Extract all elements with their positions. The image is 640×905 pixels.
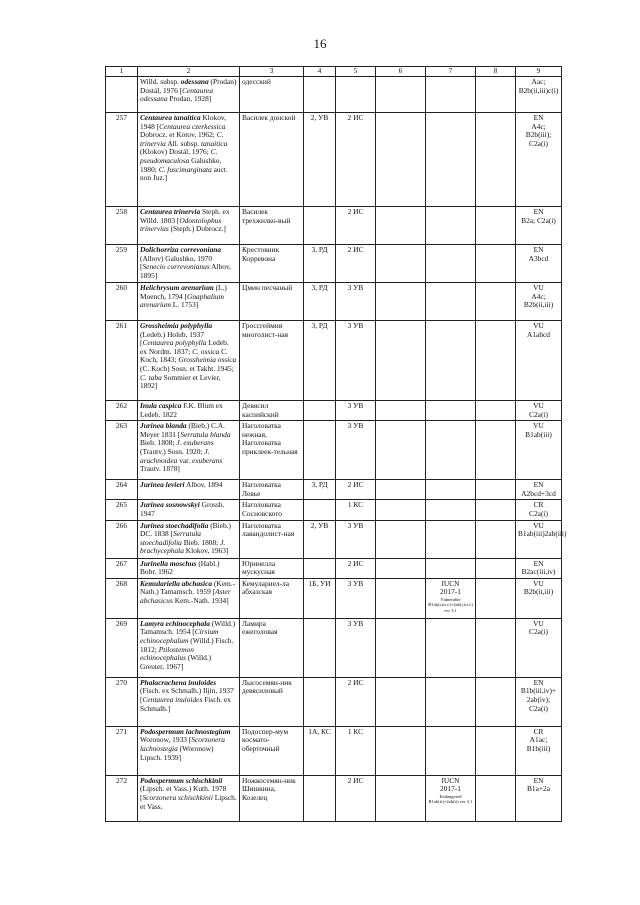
category-col5: 3 УВ: [336, 421, 376, 480]
name-text: (Ledeb.) Holub, 1937 [: [140, 329, 205, 348]
col6-cell: [376, 618, 426, 677]
criteria: VU A1abcd: [516, 321, 562, 401]
synonym-name: J. arachnoidea: [140, 446, 210, 465]
row-number: 262: [106, 401, 138, 421]
col6-cell: [376, 207, 426, 245]
criteria: CR A1ac; B1b(iii): [516, 726, 562, 775]
name-text: (Kem.-Nath.) Tamamsch. 1959 [: [140, 578, 236, 597]
taxon-name: Kemulariella abchasica: [140, 578, 213, 588]
col8-cell: [476, 113, 516, 207]
name-text: (Willd.) Greuter, 1967]: [140, 653, 212, 671]
category-col4: [304, 775, 336, 821]
name-text: (Klokov) Dostál, 1976;: [140, 147, 211, 157]
category-col5: [336, 77, 376, 113]
col8-cell: [476, 677, 516, 726]
column-number-3: 3: [240, 67, 304, 77]
col6-cell: [376, 401, 426, 421]
russian-name: Лысосемян-ник девясиловый: [240, 677, 304, 726]
name-text: (Woronow) Lipsch. 1939]: [140, 743, 214, 762]
row-number: 271: [106, 726, 138, 775]
col6-cell: [376, 775, 426, 821]
iucn-status: [426, 618, 476, 677]
iucn-detail: Endangered B1ab(ii)+2ab(ii) ver 3.1: [428, 793, 473, 805]
category-col5: 1 КС: [336, 726, 376, 775]
synonym-name: J. exuberans: [176, 438, 214, 448]
taxon-name: Phalacrachena inuloides: [140, 677, 217, 687]
scientific-name: [138, 113, 240, 207]
criteria: VU C2a(i): [516, 618, 562, 677]
col6-cell: [376, 677, 426, 726]
synonym-name: C. fuscimarginata: [158, 164, 212, 174]
scientific-name: [138, 321, 240, 401]
column-number-4: 4: [304, 67, 336, 77]
category-col5: 2 ИС: [336, 677, 376, 726]
name-text: Sommier et Levier, 1892]: [140, 372, 221, 391]
col8-cell: [476, 618, 516, 677]
col8-cell: [476, 401, 516, 421]
synonym-name: C. trinervia: [140, 130, 224, 148]
taxon-name: Podospermum schischkinii: [140, 775, 223, 785]
criteria: VU A4c; B2b(ii,iii): [516, 283, 562, 321]
name-text: (L.) Moench, 1794 [: [140, 283, 227, 301]
category-col4: 3, РД: [304, 321, 336, 401]
russian-name: Девясил каспийский: [240, 401, 304, 421]
column-number-2: 2: [138, 67, 240, 77]
row-number: 258: [106, 207, 138, 245]
synonym-name: Odontolophus trinervius: [140, 215, 222, 234]
synonym-name: Centaurea inuloides: [142, 694, 203, 704]
taxon-name: Jurinea stoechadifolia: [140, 520, 209, 530]
name-text: (Prodan) Dostál, 1976 [: [140, 77, 237, 95]
iucn-status: [426, 480, 476, 500]
col8-cell: [476, 321, 516, 401]
iucn-status: [426, 421, 476, 480]
col8-cell: [476, 558, 516, 578]
category-col5: 1 КС: [336, 500, 376, 520]
criteria: EN B1a+2a: [516, 775, 562, 821]
category-col5: 2 ИС: [336, 480, 376, 500]
category-col5: 2 ИС: [336, 113, 376, 207]
row-number: 272: [106, 775, 138, 821]
synonym-name: Gnaphalium arenarium: [140, 291, 224, 310]
col6-cell: [376, 283, 426, 321]
iucn-status: [426, 726, 476, 775]
table-row: [106, 500, 562, 520]
scientific-name: [138, 677, 240, 726]
name-text: (Willd.) Fisch. 1812;: [140, 635, 234, 654]
category-col4: 3, РД: [304, 283, 336, 321]
row-number: 268: [106, 578, 138, 618]
scientific-name: [138, 500, 240, 520]
russian-name: Ламира ежеголовая: [240, 618, 304, 677]
name-text: (Willd.) Tamamsch. 1954 [: [140, 618, 236, 637]
row-number: 263: [106, 421, 138, 480]
col8-cell: [476, 207, 516, 245]
russian-name: Ножкосемян-ник Шишкина, Козелец: [240, 775, 304, 821]
category-col5: 2 ИС: [336, 245, 376, 283]
col6-cell: [376, 500, 426, 520]
col6-cell: [376, 245, 426, 283]
column-number-8: 8: [476, 67, 516, 77]
scientific-name: [138, 578, 240, 618]
iucn-status: [426, 283, 476, 321]
scientific-name: [138, 283, 240, 321]
criteria: VU B2b(ii,iii): [516, 578, 562, 618]
scientific-name: [138, 726, 240, 775]
criteria: EN A4c; B2b(iii); C2a(i): [516, 113, 562, 207]
criteria: EN A3bcd: [516, 245, 562, 283]
name-text: Bieb. 1808;: [140, 438, 177, 448]
category-col4: 3, РД: [304, 245, 336, 283]
col8-cell: [476, 245, 516, 283]
col6-cell: [376, 421, 426, 480]
criteria: EN B1b(iii,iv)+ 2ab(iv); C2a(i): [516, 677, 562, 726]
name-text: Dobrocz. et Kotov, 1962;: [140, 130, 217, 140]
russian-name: Юринелла мускусная: [240, 558, 304, 578]
table-row: [106, 113, 562, 207]
category-col4: [304, 677, 336, 726]
category-col4: 2, УВ: [304, 113, 336, 207]
col6-cell: [376, 321, 426, 401]
column-number-row: [106, 67, 562, 77]
category-col5: 3 УВ: [336, 321, 376, 401]
category-col4: [304, 500, 336, 520]
category-col4: [304, 618, 336, 677]
col6-cell: [376, 520, 426, 558]
category-col5: 3 УВ: [336, 520, 376, 558]
row-number: 270: [106, 677, 138, 726]
row-number: [106, 77, 138, 113]
table-row: [106, 321, 562, 401]
col8-cell: [476, 520, 516, 558]
synonym-name: Centaurea czerkessica: [159, 121, 226, 131]
name-text: (Bieb.) DC. 1838 [: [140, 520, 231, 539]
name-text: Albov, 1894: [184, 480, 223, 490]
name-text: C. Koch, 1843;: [140, 346, 228, 365]
category-col4: 2, УВ: [304, 520, 336, 558]
table-body: [106, 77, 567, 822]
name-text: Klokov, 1963]: [183, 546, 229, 556]
name-text: Albov, 1895]: [140, 262, 232, 280]
table-row: [106, 578, 562, 618]
category-col4: [304, 558, 336, 578]
name-text: (Bieb.) C.A. Meyer 1831 [: [140, 421, 226, 439]
iucn-status: IUCN 2017-1 Vulnerable B1ab(i,iii,v)+2ab(i,iii,v) ver 3.1: [426, 578, 476, 618]
table-row: [106, 77, 562, 113]
category-col5: 2 ИС: [336, 775, 376, 821]
column-number-6: 6: [376, 67, 426, 77]
russian-name: Василек донской: [240, 113, 304, 207]
taxon-name: Centaurea trinervia: [140, 207, 201, 216]
table-row: [106, 207, 562, 245]
category-col4: [304, 401, 336, 421]
scientific-name: [138, 520, 240, 558]
col8-cell: [476, 480, 516, 500]
col8-cell: [476, 421, 516, 480]
name-text: Bieb. 1808;: [181, 537, 221, 547]
name-text: Woronow, 1933 [: [140, 735, 192, 745]
name-text: (Albov) Galushko, 1970 [: [140, 253, 213, 272]
iucn-detail: Vulnerable B1ab(i,iii,v)+2ab(i,iii,v) ver 3.1: [428, 596, 473, 613]
species-table: [105, 66, 567, 822]
criteria: CR C2a(i): [516, 500, 562, 520]
iucn-status: [426, 207, 476, 245]
iucn-status: [426, 401, 476, 421]
russian-name: Наголоватка лавандолист-ная: [240, 520, 304, 558]
synonym-name: Grossheimia ossica: [178, 355, 237, 365]
category-col5: 3 УВ: [336, 283, 376, 321]
scientific-name: [138, 245, 240, 283]
iucn-status: [426, 520, 476, 558]
row-number: 259: [106, 245, 138, 283]
scientific-name: [138, 401, 240, 421]
taxon-name: Inula caspica: [140, 401, 182, 410]
synonym-name: Aster abchasicus: [140, 587, 231, 605]
russian-name: Наголоватка Левье: [240, 480, 304, 500]
synonym-name: Senecio correvonianus: [142, 262, 210, 272]
name-text: (C. Koch) Sosn. et Takht. 1945;: [140, 363, 234, 373]
row-number: 269: [106, 618, 138, 677]
name-text: Prodan, 1928]: [167, 94, 212, 104]
name-text: L. 1753]: [170, 300, 199, 310]
scientific-name: [138, 558, 240, 578]
page-number: 16: [313, 36, 327, 51]
taxon-name: Grossheimia polyphylla: [140, 321, 213, 330]
column-number-5: 5: [336, 67, 376, 77]
table-row: [106, 401, 562, 421]
table-row: [106, 677, 562, 726]
category-col4: [304, 421, 336, 480]
name-text: Willd. subsp.: [140, 77, 181, 86]
criteria: EN A2bcd+3cd: [516, 480, 562, 500]
criteria: EN B2a; C2a(i): [516, 207, 562, 245]
table-row: [106, 480, 562, 500]
col8-cell: [476, 775, 516, 821]
taxon-name: Dolichorriza correvoniana: [140, 245, 222, 254]
synonym-name: J. brachycephala: [140, 537, 226, 556]
synonym-name: Scorzonera schischkinii: [142, 792, 213, 802]
russian-name: Цмин песчаный: [240, 283, 304, 321]
criteria: Aac; B2b(ii,iii)c(i): [516, 77, 562, 113]
taxon-name: Helichrysum arenarium: [140, 283, 214, 292]
col6-cell: [376, 113, 426, 207]
category-col4: [304, 77, 336, 113]
scientific-name: [138, 480, 240, 500]
category-col4: 1А, КС: [304, 726, 336, 775]
taxon-name: Lamyra echinocephala: [140, 618, 210, 628]
col8-cell: [476, 500, 516, 520]
table-row: [106, 283, 562, 321]
name-text: (Fisch. ex Schmalh.) Iljin, 1937 [: [140, 686, 234, 704]
synonym-name: C. pseudomaculosa: [140, 147, 218, 165]
name-text: (Trautv.) Sosn. 1920;: [140, 446, 205, 456]
row-number: 261: [106, 321, 138, 401]
russian-name: Наголоватка нежная, Наголоватка приклеек-тельная: [240, 421, 304, 480]
russian-name: Подоспер-мум космато-оберточный: [240, 726, 304, 775]
iucn-status: [426, 77, 476, 113]
name-text: F.K. Blum ex Ledeb. 1822: [140, 401, 223, 419]
synonym-name: C. ossica: [192, 346, 220, 356]
iucn-status: [426, 677, 476, 726]
scientific-name: [138, 775, 240, 821]
row-number: 265: [106, 500, 138, 520]
criteria: VU B1ab(iii)2ab(iii): [516, 520, 562, 558]
name-text: auct. non Juz.]: [140, 164, 228, 183]
row-number: 257: [106, 113, 138, 207]
row-number: 260: [106, 283, 138, 321]
criteria: VU C2a(i): [516, 401, 562, 421]
table-row: [106, 520, 562, 558]
column-number-9: 9: [516, 67, 562, 77]
scientific-name: [138, 77, 240, 113]
russian-name: Кемулариел-ла абхазская: [240, 578, 304, 618]
russian-name: Гроссгеймия многолист-ная: [240, 321, 304, 401]
synonym-name: C. taba: [140, 372, 162, 382]
col6-cell: [376, 480, 426, 500]
col8-cell: [476, 77, 516, 113]
iucn-status: [426, 113, 476, 207]
column-number-7: 7: [426, 67, 476, 77]
col8-cell: [476, 578, 516, 618]
name-text: Galushko, 1980;: [140, 155, 222, 174]
scientific-name: [138, 207, 240, 245]
iucn-status: [426, 558, 476, 578]
name-text: var.: [177, 455, 192, 465]
russian-name: Василек трехжилко-вый: [240, 207, 304, 245]
scientific-name: [138, 618, 240, 677]
name-text: Trautv. 1878]: [140, 464, 180, 474]
synonym-name: Serratula stoechadifolia: [140, 529, 201, 547]
taxon-name: Jurinea sosnowskyi: [140, 500, 200, 510]
name-text: Kem.-Nath. 1934]: [172, 595, 229, 605]
table-row: [106, 558, 562, 578]
synonym-name: Scorzonera lachnostegia: [140, 735, 225, 753]
taxon-name: Podospermum lachnostegium: [140, 726, 231, 736]
name-text: Ledeb. ex Nordm. 1837;: [140, 338, 229, 356]
name-text: Klokov, 1948 [: [140, 113, 226, 131]
category-col4: [304, 207, 336, 245]
synonym-name: Centaurea odessana: [140, 85, 214, 104]
category-col5: 3 УВ: [336, 578, 376, 618]
iucn-status: IUCN 2017-1 Endangered B1ab(ii)+2ab(ii) ver 3.1: [426, 775, 476, 821]
category-col5: 3 УВ: [336, 401, 376, 421]
table-row: [106, 618, 562, 677]
table-row: [106, 245, 562, 283]
russian-name: Крестовник Корревона: [240, 245, 304, 283]
scientific-name: [138, 421, 240, 480]
table-row: [106, 421, 562, 480]
russian-name: Наголоватка Сосновского: [240, 500, 304, 520]
col6-cell: [376, 558, 426, 578]
category-col4: 3, РД: [304, 480, 336, 500]
category-col5: 2 ИС: [336, 207, 376, 245]
column-number-1: 1: [106, 67, 138, 77]
table-row: [106, 726, 562, 775]
criteria: VU B1ab(iii): [516, 421, 562, 480]
name-text: (Habl.) Bobr. 1962: [140, 558, 220, 577]
name-text: (Steph.) Dobrocz.]: [168, 224, 226, 234]
taxon-name: odessana: [180, 77, 209, 86]
name-text: Steph. ex Willd. 1803 [: [140, 207, 230, 225]
category-col4: 1Б, УИ: [304, 578, 336, 618]
col8-cell: [476, 726, 516, 775]
iucn-status: [426, 245, 476, 283]
synonym-name: Cirsium echinocephalum: [140, 627, 219, 645]
table-row: [106, 775, 562, 821]
russian-name: одесский: [240, 77, 304, 113]
row-number: 264: [106, 480, 138, 500]
category-col5: 3 УВ: [336, 618, 376, 677]
col8-cell: [476, 283, 516, 321]
synonym-name: tanaitica: [201, 138, 228, 148]
category-col5: 2 ИС: [336, 558, 376, 578]
row-number: 267: [106, 558, 138, 578]
name-text: All. subsp.: [165, 138, 201, 148]
iucn-status: [426, 321, 476, 401]
taxon-name: Jurinea blanda: [140, 421, 187, 431]
synonym-name: exuberans: [191, 455, 223, 465]
name-text: Grossh. 1947: [140, 500, 225, 518]
synonym-name: Serratula blanda: [180, 429, 231, 439]
criteria: EN B2ac(iii,iv): [516, 558, 562, 578]
name-text: Lipsch. et Vass.: [140, 792, 237, 811]
col6-cell: [376, 578, 426, 618]
col6-cell: [376, 77, 426, 113]
taxon-name: Jurinella moschus: [140, 558, 197, 568]
taxon-name: Centaurea tanaitica: [140, 113, 201, 122]
iucn-status: [426, 500, 476, 520]
name-text: (Lipsch. et Vass.) Kuth. 1978 [: [140, 784, 227, 802]
row-number: 266: [106, 520, 138, 558]
col6-cell: [376, 726, 426, 775]
taxon-name: Jurinea levieri: [140, 480, 185, 490]
synonym-name: Centaurea polyphylla: [142, 338, 207, 348]
synonym-name: Ptilostemon echinocephalus: [140, 644, 194, 663]
name-text: Fisch. ex Schmalh.]: [140, 694, 231, 713]
